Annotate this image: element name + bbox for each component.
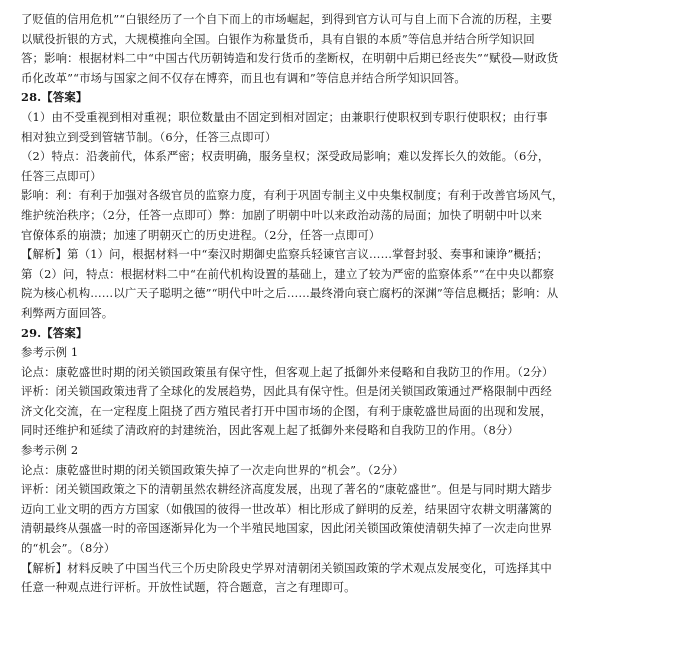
text-line: 币化改革”“市场与国家之间不仅存在博弈，而且也有调和”等信息并结合所学知识回答。 <box>21 70 466 85</box>
text-line: 评析：闭关锁国政策违背了全球化的发展趋势，因此具有保守性。但是闭关锁国政策通过严格限制中西经 <box>21 384 552 399</box>
q28-heading: 28.【答案】 <box>21 90 88 105</box>
text-line: 官僚体系的崩溃；加速了明朝灭亡的历史进程。（2分，任答一点即可） <box>21 227 381 242</box>
text-line: 【解析】第（1）问，根据材料一中“秦汉时期御史监察兵轻谏官言议……掌督封驳、奏事和谏诤”概括； <box>21 247 549 262</box>
text-line: 答；影响：根据材料二中“中国古代历朝铸造和发行货币的垄断权，在明朝中后期已经丧失”“赋役—财政货 <box>21 51 559 66</box>
question-29 <box>21 324 660 598</box>
text-line: 影响：利：有利于加强对各级官员的监察力度，有利于巩固专制主义中央集权制度；有利于改善官场风气， <box>21 188 564 203</box>
text-line: 评析：闭关锁国政策之下的清朝虽然农耕经济高度发展，出现了著名的“康乾盛世”。但是与同时期大踏步 <box>21 482 553 497</box>
text-line: （1）由不受重视到相对重视；职位数量由不固定到相对固定；由兼职行使职权到专职行使职权；由行事 <box>21 109 548 124</box>
text-line: 相对独立到受到管辖节制。（6分，任答三点即可） <box>21 129 277 144</box>
reference-example-2 <box>21 441 660 559</box>
text-line: 任答三点即可） <box>21 168 102 183</box>
text-line: 维护统治秩序；（2分，任答一点即可）弊：加剧了明朝中叶以来政治动荡的局面；加快了明朝中叶以来 <box>21 207 543 222</box>
text-line: 院为核心机构……以广天子聪明之德”“明代中叶之后……最终滑向衰亡腐朽的深渊”等信息概括；影响：从 <box>21 286 559 301</box>
text-line: 济文化交流，在一定程度上阻挠了西方殖民者打开中国市场的企图，有利于康乾盛世局面的出现和发展， <box>21 403 552 418</box>
text-line: 以赋役折银的方式，大规模推向全国。白银作为称量货币，具有自银的本质”等信息并结合所学知识回 <box>21 31 535 46</box>
text-line: 任意一种观点进行评析。开放性试题，符合题意，言之有理即可。 <box>21 580 356 595</box>
text-line: 清朝最终从强盛一时的帝国逐渐异化为一个半殖民地国家，因此闭关锁国政策使清朝失掉了一次走向世界 <box>21 521 552 536</box>
text-line: （2）特点：沿袭前代，体系严密；权责明确，服务皇权；深受政局影响；难以发挥长久的效能。（6分， <box>21 149 550 164</box>
reference-example-1 <box>21 343 660 441</box>
example-2-title: 参考示例 2 <box>21 443 79 458</box>
q27-analysis-tail <box>21 10 660 88</box>
text-line: 了贬值的信用危机”“白银经历了一个自下而上的市场崛起，到得到官方认可与自上而下合流的历程，主要 <box>21 12 553 26</box>
text-line: 【解析】材料反映了中国当代三个历史阶段史学界对清朝闭关锁国政策的学术观点发展变化，可选择其中 <box>21 560 552 575</box>
text-line: 论点：康乾盛世时期的闭关锁国政策失掉了一次走向世界的“机会”。（2分） <box>21 462 404 477</box>
question-28 <box>21 88 660 323</box>
text-line: 第（2）问，特点：根据材料二中“在前代机构设置的基础上，建立了较为严密的监察体系”“在中央以都察 <box>21 266 555 281</box>
q29-analysis <box>21 559 660 598</box>
text-line: 迈向工业文明的西方方国家（如俄国的彼得一世改革）相比形成了鲜明的反差，结果固守农耕文明藩篱的 <box>21 501 552 516</box>
text-line: 论点：康乾盛世时期的闭关锁国政策虽有保守性，但客观上起了抵御外来侵略和自我防卫的作用。（2分） <box>21 364 554 379</box>
text-line: 的“机会”。（8分） <box>21 541 116 556</box>
example-1-title: 参考示例 1 <box>21 345 79 360</box>
text-line: 同时还维护和延续了清政府的封建统治，因此客观上起了抵御外来侵略和自我防卫的作用。（8分） <box>21 423 519 438</box>
q29-heading: 29.【答案】 <box>21 325 88 340</box>
text-line: 利弊两方面回答。 <box>21 305 114 320</box>
